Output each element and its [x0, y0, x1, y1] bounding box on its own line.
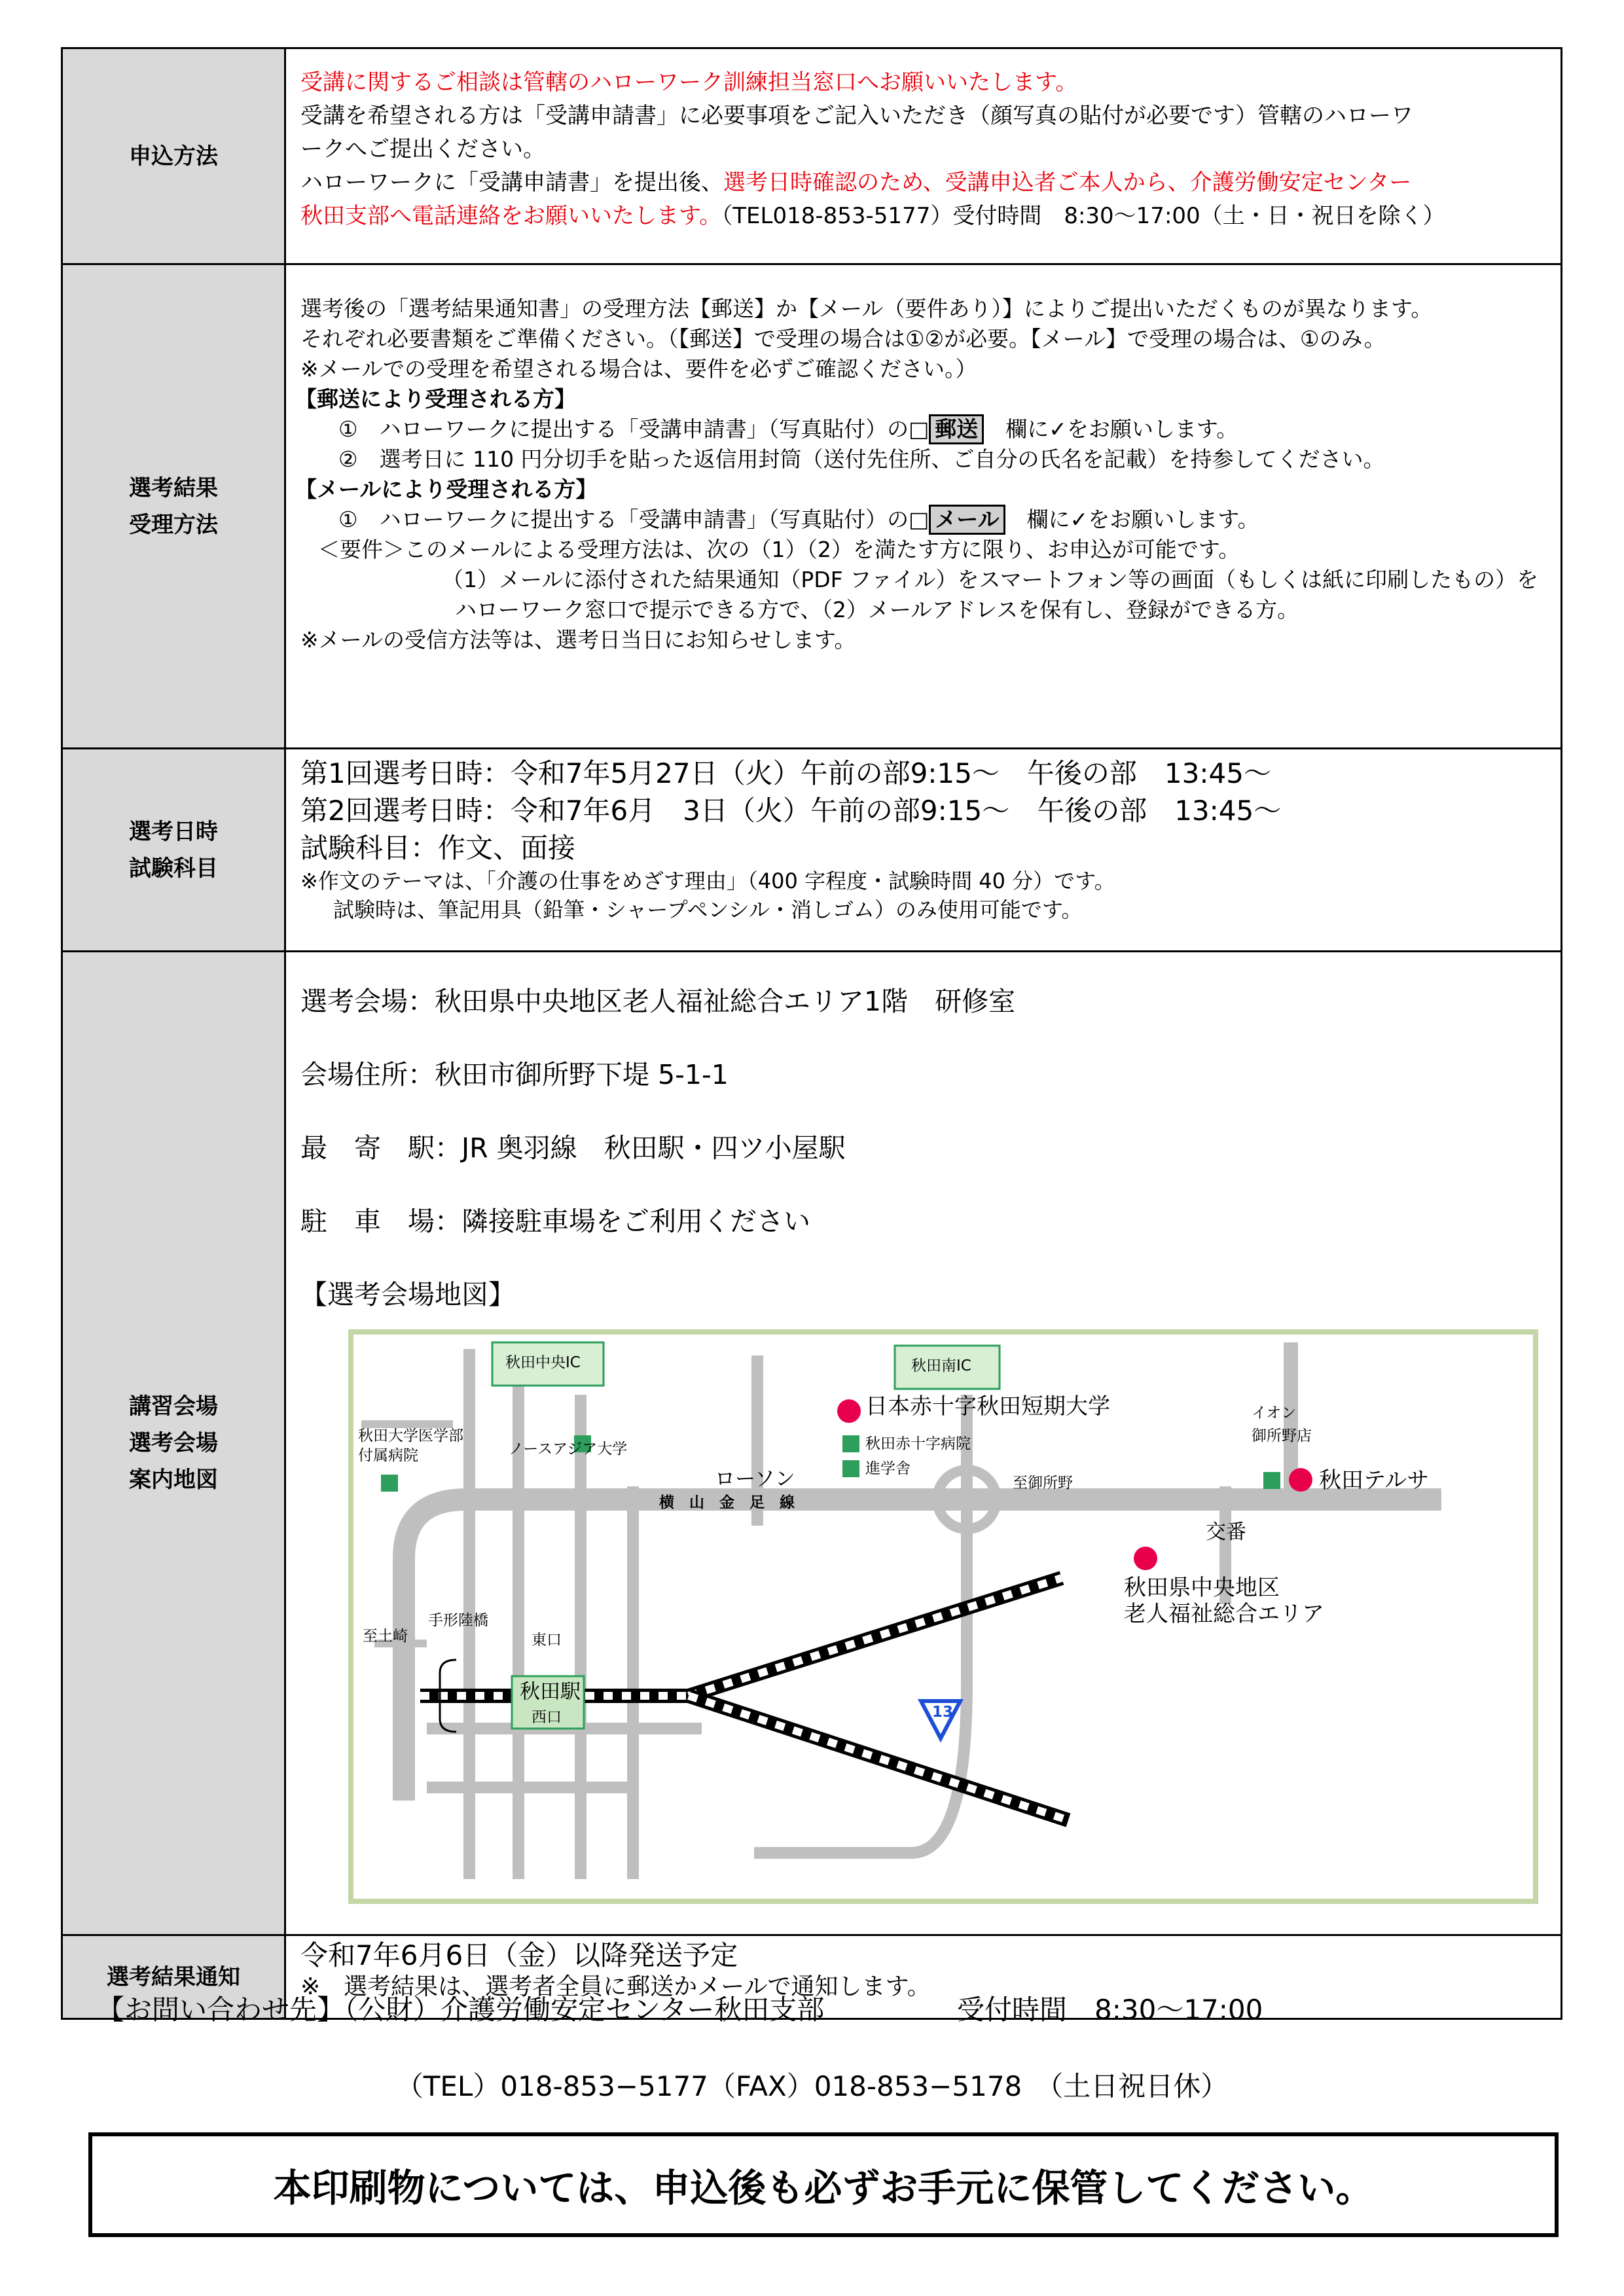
label-result-notice: 選考結果通知: [62, 1935, 285, 2019]
row-apply: [62, 48, 1562, 264]
post-item-2: ② 選考日に 110 円分切手を貼った返信用封筒（送付先住所、ご自分の氏名を記載）を持参してください。: [338, 446, 1385, 472]
info-table: [61, 47, 1562, 2020]
mail-heading: 【メールにより受理される方】: [295, 476, 598, 502]
label-akita-station: 秋田駅: [520, 1680, 581, 1704]
footer-hours: 受付時間 8:30〜17:00: [957, 1994, 1263, 2026]
label-univ-hosp-2: 付属病院: [358, 1447, 418, 1464]
label-venue: 講習会場 選考会場 案内地図: [62, 952, 285, 1935]
row-venue: [62, 952, 1562, 1935]
venue-station: 最 寄 駅：JR 奥羽線 秋田駅・四ツ小屋駅: [300, 1132, 846, 1164]
post-checkbox-label: 郵送: [929, 414, 984, 444]
mail-requirements: ＜要件＞このメールによる受理方法は、次の（1）（2）を満たす方に限り、お申込が可能です。: [318, 537, 1240, 562]
mail-checkbox-label: メール: [929, 505, 1005, 535]
building-red-cross-hosp: [842, 1435, 859, 1452]
building-shingakusha: [842, 1460, 859, 1477]
label-to-tsuchizaki: 至土崎: [363, 1628, 408, 1645]
label-apply: 申込方法: [62, 48, 285, 264]
footer-keep-text: 本印刷物については、申込後も必ずお手元に保管してください。: [273, 2166, 1374, 2210]
label-terusa: 秋田テルサ: [1319, 1467, 1430, 1494]
row-exam: [62, 749, 1562, 952]
apply-line5: 秋田支部へ電話連絡をお願いいたします。（TEL018-853-5177）受付時間 8:30〜17:00（土・日・祝日を除く）: [300, 203, 1445, 229]
content-apply: [285, 48, 1562, 264]
building-aeon: [1263, 1472, 1280, 1489]
exam-date-1: 第1回選考日時：令和7年5月27日（火）午前の部9:15〜 午後の部 13:45〜: [300, 757, 1271, 789]
label-red-cross-univ: 日本赤十字秋田短期大学: [865, 1393, 1110, 1420]
exam-subjects: 試験科目：作文、面接: [300, 832, 576, 864]
label-koban: 交番: [1206, 1520, 1246, 1544]
label-east-exit: 東口: [532, 1632, 562, 1649]
label-ic-south: 秋田南IC: [911, 1357, 971, 1374]
receive-line3: ※メールでの受理を希望される場合は、要件を必ずご確認ください。）: [300, 356, 977, 382]
label-aeon-2: 御所野店: [1252, 1427, 1312, 1444]
label-destination-1: 秋田県中央地区: [1124, 1575, 1280, 1601]
apply-line3: ークへご提出ください。: [300, 136, 545, 162]
footer-phone: （TEL）018-853−5177（FAX）018-853−5178 （土日祝日休）: [395, 2070, 1229, 2102]
venue-address: 会場住所：秋田市御所野下堤 5-1-1: [300, 1059, 729, 1090]
label-route-13: 13: [932, 1704, 954, 1721]
post-item-1: ① ハローワークに提出する「受講申請書」（写真貼付）の□ 郵送 欄に✓をお願いします。: [300, 414, 1547, 444]
row-receive: [62, 264, 1562, 749]
marker-destination: [1134, 1547, 1157, 1570]
label-ic-central: 秋田中央IC: [505, 1354, 581, 1371]
footer-contact: 【お問い合わせ先】（公財）介護労働安定センター秋田支部: [97, 1994, 825, 2026]
label-west-exit: 西口: [532, 1709, 562, 1726]
label-destination-2: 老人福祉総合エリア: [1124, 1601, 1324, 1627]
content-exam: [285, 749, 1562, 952]
content-receive: [285, 264, 1562, 749]
mail-item-1: ① ハローワークに提出する「受講申請書」（写真貼付）の□ メール 欄に✓をお願いします。: [300, 505, 1547, 535]
label-receive: 選考結果 受理方法: [62, 264, 285, 749]
label-aeon-1: イオン: [1252, 1405, 1297, 1422]
receive-line1: 選考後の「選考結果通知書」の受理方法【郵送】か【メール（要件あり）】によりご提出いただくものが異なります。: [300, 296, 1433, 321]
exam-note-2: 試験時は、筆記用具（鉛筆・シャープペンシル・消しゴム）のみ使用可能です。: [333, 897, 1083, 922]
exam-note-1: ※作文のテーマは、「介護の仕事をめざす理由」（400 字程度・試験時間 40 分）です。: [300, 869, 1115, 893]
apply-line4: ハローワークに「受講申請書」を提出後、選考日時確認のため、受講申込者ご本人から、介護労働安定センター: [300, 170, 1412, 196]
venue-map-title: 【選考会場地図】: [300, 1279, 515, 1310]
marker-red-cross-univ: [837, 1399, 861, 1423]
marker-terusa: [1289, 1468, 1312, 1492]
label-shingakusha: 進学舎: [865, 1460, 911, 1477]
mail-note: ※メールの受信方法等は、選考日当日にお知らせします。: [300, 627, 856, 653]
apply-line1: 受講に関するご相談は管轄のハローワーク訓練担当窓口へお願いいたします。: [300, 69, 1078, 96]
label-to-goshono: 至御所野: [1013, 1475, 1073, 1492]
mail-req-1: （1）メールに添付された結果通知（PDF ファイル）をスマートフォン等の画面（もしくは紙に印刷したもの）を: [442, 567, 1539, 592]
mail-req-2: ハローワーク窓口で提示できる方で、（2）メールアドレスを保有し、登録ができる方。: [455, 597, 1299, 622]
result-notice-date: 令和7年6月6日（金）以降発送予定: [300, 1939, 738, 1971]
exam-date-2: 第2回選考日時：令和7年6月 3日（火）午前の部9:15〜 午後の部 13:45〜: [300, 795, 1282, 827]
apply-line2: 受講を希望される方は「受講申請書」に必要事項をご記入いただき（顔写真の貼付が必要です）管轄のハローワ: [300, 103, 1413, 129]
label-exam: 選考日時 試験科目: [62, 749, 285, 952]
result-notice-note: ※ 選考結果は、選考者全員に郵送かメールで通知します。: [300, 1973, 931, 2000]
venue-map: [348, 1329, 1538, 1904]
post-heading: 【郵送により受理される方】: [295, 386, 576, 412]
footer-keep-notice: [88, 2132, 1559, 2237]
content-venue: [285, 952, 1562, 1935]
label-yokoyama: 横 山 金 足 線: [659, 1494, 795, 1511]
building-univ-hosp: [381, 1475, 398, 1492]
label-red-cross-hosp: 秋田赤十字病院: [865, 1435, 971, 1452]
venue-parking: 駐 車 場：隣接駐車場をご利用ください: [300, 1206, 810, 1237]
receive-line2: それぞれ必要書類をご準備ください。（【郵送】で受理の場合は①②が必要。【メール】で受理の場合は、①のみ。: [300, 326, 1386, 351]
label-temonobashi: 手形陸橋: [428, 1612, 488, 1629]
label-univ-hosp-1: 秋田大学医学部: [358, 1427, 463, 1444]
venue-place: 選考会場：秋田県中央地区老人福祉総合エリア1階 研修室: [300, 986, 1016, 1017]
label-lawson: ローソン: [715, 1467, 795, 1491]
label-north-asia: ノースアジア大学: [509, 1441, 628, 1458]
